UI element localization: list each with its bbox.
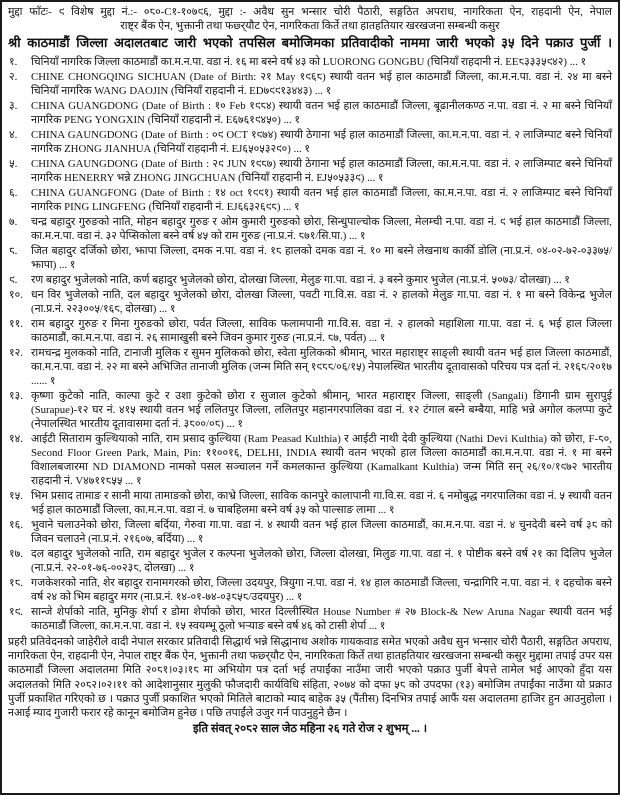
- defendant-item: [8, 518, 612, 546]
- item-number: ४.: [9, 129, 18, 141]
- defendant-item: [8, 317, 612, 345]
- item-number: १४.: [9, 433, 23, 445]
- item-text: CHINA GAUNGDONG (Date of Birth : २९ JUN १९८७) स्थायी ठेगाना भई हाल काठमाडौं जिल्ला, का.म.न.पा. वडा नं. २ लाजिम्पाट बस्ने चिनियाँ नागरिक HENERRY भन्ने ZHONG JINGCHUAN (चिनियाँ राहदानी नं. EJ५०५३३९) ... १: [31, 158, 612, 184]
- defendant-item: [8, 128, 612, 156]
- defendant-item: [8, 55, 612, 69]
- case-info-line1: मुद्दा फाँटः- ९ विशेष मुद्दा नं.:- ०८०-C१-१०७९६, मुद्दा :- अवैध सुन भन्सार चोरी पैठारी, सङ्गठित अपराध, नागरिकता ऐन, राहदानी ऐन, नेपाल: [8, 6, 612, 18]
- item-number: ३.: [9, 100, 18, 112]
- defendant-item: [8, 157, 612, 185]
- item-text: भिम प्रसाद तामाङ र सानी माया तामाङको छोरा, काभ्रे जिल्ला, साविक कानपुरे कालापानी गा.वि.स. वडा नं. ६ नमोबुद्ध नगरपालिका वडा नं. ५ स्थायी वतन भई हाल काठमाडौं जिल्ला, का.म.न.पा. वडा नं. ७ चाबहिलमा बस्ने वर्ष ३५ को पाल्साङ लामा ... १: [31, 490, 612, 516]
- date-line: इति संवत् २०८२ साल जेठ महिना २६ गते रोज २ शुभम् ... ।: [192, 723, 428, 736]
- item-text: राम बहादुर गुरुङ र मिना गुरुङको छोरा, पर्वत जिल्ला, साविक फलामपानी गा.वि.स. वडा नं. २ हालको महाशिला गा.पा. वडा नं. ६ भई हाल जिल्ला काठमाडौं, का.म.न.पा. वडा नं. २६ सामाखुसी बस्ने जिवन कुमार गुरुङ (ना.प्र.नं. ८७, पर्वत) ... १: [31, 318, 612, 344]
- item-number: १.: [9, 56, 18, 68]
- item-text: CHINE CHONGQING SICHUAN (Date of Birth: २१ May १९६८) स्थायी वतन भई हाल काठमाडौं जिल्ला, का.म.न.पा. वडा नं. २४ मा बस्ने चिनियाँ नागरिक WANG DAOJIN (चिनियाँ राहदानी नं. ED७९९१३४४३) ... १: [31, 71, 612, 97]
- defendant-item: [8, 215, 612, 243]
- defendant-item: [8, 288, 612, 316]
- item-text: रण बहादुर भुजेलको नाति, कर्ण बहादुर भुजेलको छोरा, दोलखा जिल्ला, मेलुङ गा.पा. वडा नं. ३ बस्ने कुमार भुजेल (ना.प्र.नं. ५०७३/ दोलखा) ... १: [31, 274, 570, 286]
- item-text: धन विर भुजेलको नाति, दल बहादुर भुजेलको छोरा, दोलखा जिल्ला, पवटी गा.वि.स. वडा नं. २ हालको मेलुङ गा.पा. वडा नं. १ मा बस्ने विकेन्द्र भुजेल (ना.प्र.नं. २२३००५/१६८, दोलखा) ... १: [31, 289, 612, 315]
- item-text: भुवाने चलाउनेको छोरा, जिल्ला बर्दिया, गेरुवा गा.पा. वडा नं. ४ स्थायी वतन भई हाल जिल्ला काठमाडौं, का.म.न.पा. वडा नं. ४ चुनदेवी बस्ने वर्ष ३८ को जिवन चलाउने (ना.प्र.नं. २१६०७, बर्दिया) ... १: [31, 519, 612, 545]
- item-number: १९.: [9, 606, 23, 618]
- defendant-list: [8, 55, 612, 633]
- defendant-item: [8, 70, 612, 98]
- item-text: गजकेशरको नाति, शेर बहादुर रानामगरको छोरा, जिल्ला उदयपुर, त्रियुगा न.पा. वडा नं. १४ हाल काठमाडौं जिल्ला, चन्द्रागिरि न.पा. वडा नं. १ दहचोक बस्ने वर्ष २४ को भिम बहादुर मगर (ना.प्र.नं. १४-०१-७४-०३८५८/उदयपुर) ... १: [31, 577, 612, 603]
- case-info-header: [8, 5, 612, 33]
- item-text: चन्द्र बहादुर गुरुङको नाति, मोहन बहादुर गुरुङ र ओम कुमारी गुरुङको छोरा, सिन्धुपाल्चोक जिल्ला, मेलम्ची न.पा. वडा नं. ९ भई हाल काठमाडौं जिल्ला, का.म.न.पा. वडा नं. ३२ पेप्सिकोला बस्ने वर्ष ४५ को राम गुरुङ (ना.प्र.नं. ८७१/सि.पा.) ... १: [31, 216, 612, 242]
- item-number: १८.: [9, 577, 23, 589]
- defendant-item: [8, 489, 612, 517]
- item-number: ९.: [9, 274, 18, 286]
- defendant-item: [8, 244, 612, 272]
- item-number: १५.: [9, 490, 23, 502]
- defendant-item: [8, 605, 612, 633]
- item-text: जित बहादुर दर्जिको छोरा, झापा जिल्ला, दमक न.पा. वडा नं. १८ हालको दमक वडा नं. १० मा बस्ने लेखनाथ कार्की डोलि (ना.प्र.नं. ०४-०२-७२-०३३७५/झापा) ... १: [31, 245, 612, 271]
- notice-title: श्री काठमाडौं जिल्ला अदालतबाट जारी भएको तपसिल बमोजिमका प्रतिवादीको नाममा जारी भएको ३५ दिने पक्राउ पुर्जी ।: [8, 35, 612, 50]
- defendant-item: [8, 346, 612, 388]
- item-number: ५.: [9, 158, 18, 170]
- item-number: ११.: [9, 318, 23, 330]
- closing-paragraph: प्रहरी प्रतिवेदनको जाहेरीले वादी नेपाल सरकार प्रतिवादी सिद्धार्थ भन्ने सिद्धानाथ अशोक गायकवाड समेत भएको अवैध सुन भन्सार चोरी पैठारी, सङ्गठित अपराध, नागरिकता ऐन, राहदानी ऐन, नेपाल राष्ट्र बैंक ऐन, भुक्तानी तथा फछ्र्यौट ऐन, नागरिकता किर्ते तथा हातहतियार खरखजना सम्बन्धी कसुर मुद्दामा तपाई उपर यस काठमाडौं जिल्ला अदालतमा मिति २०८१।०३।१८ मा अभियोग पत्र दर्ता भई तपाईंका नाउँमा जारी भएको पक्राउ पुर्जी बेपत्ते तामेल भई आएको हुँदा यस अदालतको मिति २०८२।०२।११ को आदेशानुसार मुलुकी फौजदारी कार्यविधि संहिता, २०७४ को दफा ५८ को उपदफा (१३) बमोजिम तपाईंका नाउँमा यो प्रक्राउ पुर्जी प्रकाशित गरिएको छ । पक्राउ पुर्जी प्रकाशित भएको मितिले बाटाको म्याद बाहेक ३५ (पैंतीस) दिनभित्र तपाई आफैं यस अदालतमा हाजिर हुन आउनुहोला । नआई म्याद गुजारी फरार रहे कानून बमोजिम हुनेछ । पछि तपाईंले उजुर गर्न पाउनुहुने छैन ।: [8, 636, 612, 720]
- defendant-item: [8, 99, 612, 127]
- item-number: ७.: [9, 216, 18, 228]
- item-number: १३.: [9, 390, 23, 402]
- defendant-item: [8, 273, 612, 287]
- item-text: कृष्णा कुटेको नाति, काल्पा कुटे र उशा कुटेको छोरा र सुजाल कुटेको श्रीमान्, भारत महाराष्ट्र जिल्ला, साङ्ली (Sangali) डिगानी ग्राम सुरापुई (Surapue)-१२ घर नं. ४१५ स्थायी वतन भई ललितपुर जिल्ला, ललितपुर महानगरपालिका वडा नं. १२ टंगाल बस्ने बम्बैया, माहि भन्ने अगोल कलप्पा कुटे (नेपालस्थित भारतीय दूतावासमा दर्ता नं. ३८००/०८) ... १: [31, 390, 612, 430]
- item-text: CHINA GUANGFONG (Date of Birth : १४ oct १९९१) स्थायी वतन भई हाल काठमाडौं जिल्ला, का.म.न.पा. वडा नं. २ लाजिम्पाट बस्ने चिनियाँ नागरिक PING LINGFENG (चिनियाँ राहदानी नं. EJ६६३२६९८) ... १: [31, 187, 612, 213]
- defendant-item: [8, 389, 612, 431]
- item-text: CHINA GUANGDONG (Date of Birth : १० Feb १९८४) स्थायी वतन भई हाल काठमाडौं जिल्ला, बूढानीलकण्ठ न.पा. वडा नं. २ मा बस्ने चिनियाँ नागरिक PENG YONGXIN (चिनियाँ राहदानी नं. E६७६१९४५०) ... १: [31, 100, 612, 126]
- item-number: ८.: [9, 245, 18, 257]
- item-text: CHINA GAUNGDONG (Date of Birth : ०९ OCT १९७४) स्थायी ठेगाना भई हाल काठमाडौं जिल्ला, का.म.न.पा. वडा नं. २ लाजिम्पाट बस्ने चिनियाँ नागरिक ZHONG JIANHUA (चिनियाँ राहदानी नं. EJ६५०५३२९०) ... १: [31, 129, 612, 155]
- item-number: १०.: [9, 289, 23, 301]
- item-number: १७.: [9, 548, 23, 560]
- defendant-item: [8, 576, 612, 604]
- item-number: १२.: [9, 347, 23, 359]
- item-number: २.: [9, 71, 18, 83]
- item-text: आईटी सिताराम कुल्थियाको नाति, राम प्रसाद कुल्थिया (Ram Peasad Kulthia) र आईटी नाथी देवी कुल्थिया (Nathi Devi Kulthia) को छोरा, F-८०, Second Floor Green Park, Main, Pin: ११००१६, DELHI, INDIA स्थायी वतन भएको हाल जिल्ला काठमाडौं का.म.न.पा. वडा नं. १ मा बस्ने विशालबजारमा ND DIAMOND नामको पसल सञ्चालन गर्ने कमलकान्त कुल्थिया (Kamalkant Kulthia) जन्म मिति सन् २६/१०/१९७२ भारतीय राहदानी नं. V४७११८५५ ... १: [31, 433, 612, 487]
- item-text: दल बहादुर भुजेलको नाति, राम बहादुर भुजेल र कल्पना भुजेलको छोरा, जिल्ला दोलखा, मिलुङ गा.पा. वडा नं. १ पोष्टीक बस्ने वर्ष २१ का दिलिप भुजेल (ना.प्र.नं. २२-०१-७६-००२३८, दोलखा) ... १: [31, 548, 612, 574]
- item-number: ६.: [9, 187, 18, 199]
- defendant-item: [8, 186, 612, 214]
- item-number: १६.: [9, 519, 23, 531]
- item-text: चिनियाँ नागरिक जिल्ला काठमाडौं का.म.न.पा. वडा नं. १६ मा बस्ने वर्ष ४३ को LUORONG GONGBU (चिनियाँ राहदानी नं. EE८३३३५९४२) ... १: [31, 56, 587, 68]
- defendant-item: [8, 432, 612, 488]
- case-info-line2: राष्ट्र बैंक ऐन, भुक्तानी तथा फछ्र्यौट ऐन, नागरिकता किर्ते तथा हातहतियार खरखजना सम्बन्धी कसुर: [120, 20, 500, 32]
- defendant-item: [8, 547, 612, 575]
- item-text: रामचन्द्र मुलकको नाति, टानाजी मुलिक र सुमन मुलिकको छोरा, स्वेता मुलिकको श्रीमान्, भारत महाराष्ट्र साङ्ली स्थायी वतन भई हाल जिल्ला काठमाडौं, का.म.न.पा. वडा नं. २२ मा बस्ने अभिजित तानाजी मुलिक (जन्म मिति सन् १९८८/०६/१५) नेपालस्थित भारतीय दूतावासको परिचय पत्र दर्ता नं. २१६८/२०१७ ...... १: [31, 347, 612, 387]
- item-text: सान्जे शेर्पाको नाति, मुनिकु शेर्पा र डोमा शेर्पाको छोरा, भारत दिल्लीस्थित House Number # २७ Block-& New Aruna Nagar स्थायी वतन भई काठमाडौं जिल्ला, का.म.न.पा. वडा नं. १५ स्वयम्भू ठूलो भऱ्याङ बस्ने वर्ष ४६ को टासी शेर्पा ... १: [31, 606, 612, 632]
